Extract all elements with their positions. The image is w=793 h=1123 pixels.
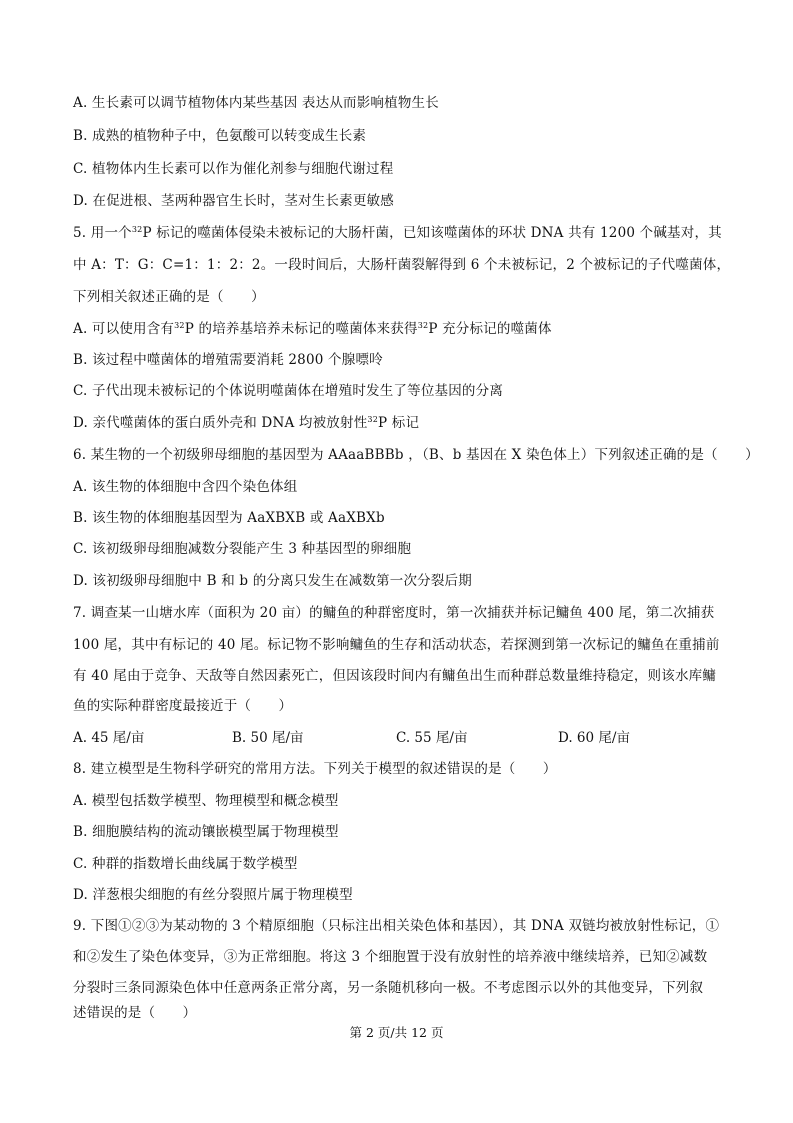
q9-stem-line-4: 述错误的是（ ） bbox=[73, 1005, 197, 1021]
q5-option-b: B. 该过程中噬菌体的增殖需要消耗 2800 个腺嘌呤 bbox=[73, 352, 383, 368]
q4-option-d: D. 在促进根、茎两种器官生长时，茎对生长素更敏感 bbox=[73, 193, 394, 209]
q7-stem-line-4: 鱼的实际种群密度最接近于（ ） bbox=[73, 698, 293, 714]
q7-stem-line-3: 有 40 尾由于竞争、天敌等自然因素死亡，但因该段时间内有鳙鱼出生而种群总数量维持稳定，则该水库鳙 bbox=[73, 668, 717, 684]
q4-option-b: B. 成熟的植物种子中，色氨酸可以转变成生长素 bbox=[73, 128, 367, 144]
q7-option-a: A. 45 尾/亩 bbox=[73, 730, 145, 746]
isotope-superscript: 32 bbox=[367, 415, 378, 424]
q9-stem-line-1: 9. 下图①②③为某动物的 3 个精原细胞（只标注出相关染色体和基因），其 DNA 双链均被放射性标记，① bbox=[73, 918, 720, 934]
q5-stem-line-2: 中 A：T：G：C=1：1：2：2。一段时间后，大肠杆菌裂解得到 6 个未被标记，2 个被标记的子代噬菌体， bbox=[73, 257, 731, 273]
q7-option-d: D. 60 尾/亩 bbox=[558, 730, 630, 746]
q6-option-c: C. 该初级卵母细胞减数分裂能产生 3 种基因型的卵细胞 bbox=[73, 541, 412, 557]
q5-option-d: D. 亲代噬菌体的蛋白质外壳和 DNA 均被放射性$^{32}$P 标记 bbox=[73, 415, 420, 431]
q5-stem-line-1: 5. 用一个$^{32}$P 标记的噬菌体侵染未被标记的大肠杆菌，已知该噬菌体的环状 DNA 共有 1200 个碱基对，其 bbox=[73, 225, 722, 241]
q8-stem: 8. 建立模型是生物科学研究的常用方法。下列关于模型的叙述错误的是（ ） bbox=[73, 761, 557, 777]
q9-stem-line-3: 分裂时三条同源染色体中任意两条正常分离，另一条随机移向一极。不考虑图示以外的其他变异，下列叙 bbox=[73, 980, 704, 996]
q8-option-b: B. 细胞膜结构的流动镶嵌模型属于物理模型 bbox=[73, 824, 339, 840]
q9-stem-line-2: 和②发生了染色体变异，③为正常细胞。将这 3 个细胞置于没有放射性的培养液中继续培养，已知②减数 bbox=[73, 949, 708, 965]
q7-stem-line-2: 100 尾，其中有标记的 40 尾。标记物不影响鳙鱼的生存和活动状态，若探测到第一次标记的鳙鱼在重捕前 bbox=[73, 637, 720, 653]
q5-stem-line-3: 下列相关叙述正确的是（ ） bbox=[73, 289, 265, 305]
q8-option-d: D. 洋葱根尖细胞的有丝分裂照片属于物理模型 bbox=[73, 887, 353, 903]
q6-stem: 6. 某生物的一个初级卵母细胞的基因型为 AAaaBBBb ，（B、b 基因在 X 染色体上）下列叙述正确的是（ ） bbox=[73, 447, 759, 463]
page-number-footer: 第 2 页/共 12 页 bbox=[349, 1025, 444, 1040]
q6-option-d: D. 该初级卵母细胞中 B 和 b 的分离只发生在减数第一次分裂后期 bbox=[73, 573, 472, 589]
isotope-superscript: 32 bbox=[417, 321, 429, 330]
isotope-superscript: 32 bbox=[131, 225, 143, 234]
q7-option-b: B. 50 尾/亩 bbox=[232, 730, 304, 746]
q7-option-c: C. 55 尾/亩 bbox=[396, 730, 468, 746]
q5-option-c: C. 子代出现未被标记的个体说明噬菌体在增殖时发生了等位基因的分离 bbox=[73, 383, 504, 399]
q6-option-a: A. 该生物的体细胞中含四个染色体组 bbox=[73, 479, 298, 495]
q7-stem-line-1: 7. 调查某一山塘水库（面积为 20 亩）的鳙鱼的种群密度时，第一次捕获并标记鳙鱼 400 尾，第二次捕获 bbox=[73, 605, 715, 621]
q8-option-c: C. 种群的指数增长曲线属于数学模型 bbox=[73, 856, 298, 872]
q8-option-a: A. 模型包括数学模型、物理模型和概念模型 bbox=[73, 793, 339, 809]
q5-option-a: A. 可以使用含有$^{32}$P 的培养基培养未标记的噬菌体来获得$^{32}$P 充分标记的噬菌体 bbox=[73, 321, 552, 337]
isotope-superscript: 32 bbox=[174, 321, 185, 330]
q4-option-a: A. 生长素可以调节植物体内某些基因 表达从而影响植物生长 bbox=[73, 95, 439, 111]
q4-option-c: C. 植物体内生长素可以作为催化剂参与细胞代谢过程 bbox=[73, 161, 394, 177]
q6-option-b: B. 该生物的体细胞基因型为 AaXBXB 或 AaXBXb bbox=[73, 510, 385, 526]
